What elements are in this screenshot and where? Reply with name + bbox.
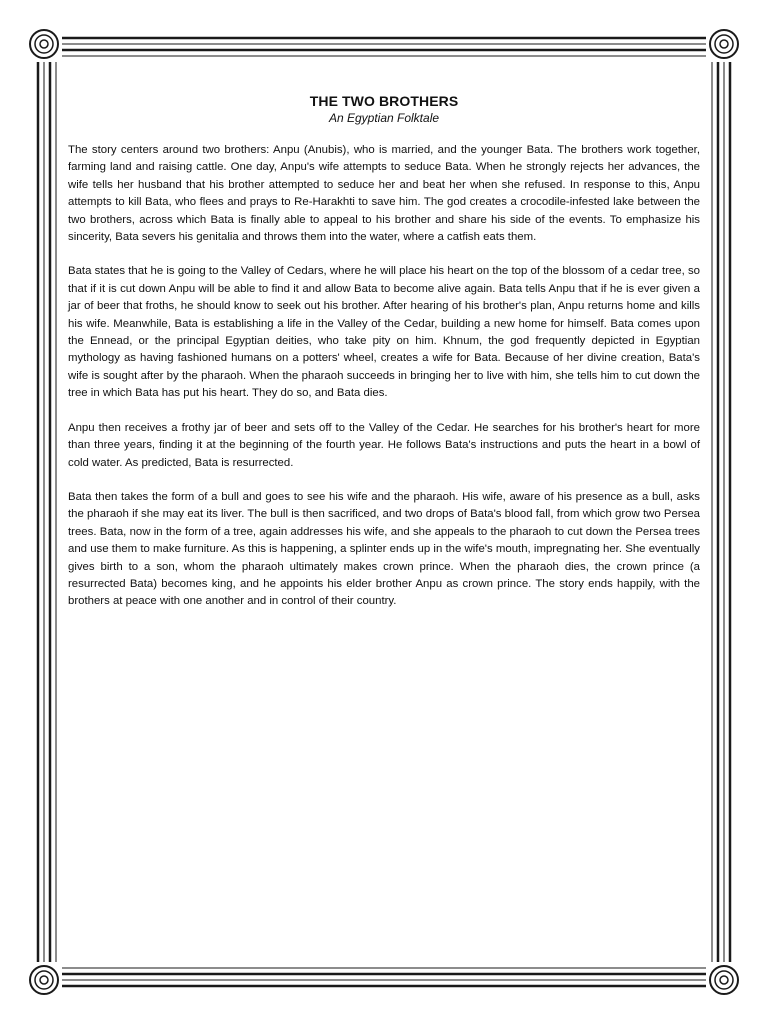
document-subtitle: An Egyptian Folktale: [328, 111, 440, 125]
corner-ornament-bottom-right: [710, 966, 738, 994]
corner-ornament-bottom-left: [30, 966, 58, 994]
paragraph-3: Anpu then receives a frothy jar of beer and sets off to the Valley of the Cedar. He searches for his brother's heart for more than three years, finding it at the beginning of the fourth year. He follows Bata's instructions and puts the heart in a bowl of cold water. As predicted, Bata is resurrected.: [68, 421, 700, 469]
corner-ornament-top-right: [710, 30, 738, 58]
corner-ornament-top-left: [30, 30, 58, 58]
document-body: [68, 93, 700, 628]
paragraph-2: Bata states that he is going to the Valley of Cedars, where he will place his heart on the top of the blossom of a cedar tree, so that if it is cut down Anpu will be able to find it and allow Bata to become alive again. Bata tells Anpu that if he is ever given a jar of beer that froths, he should know to seek out his brother. After hearing of his brother's plan, Anpu returns home and kills his wife. Meanwhile, Bata is establishing a life in the Valley of the Cedar, building a new home for himself. Bata comes upon the Ennead, or the principal Egyptian deities, who take pity on him. Khnum, the god frequently depicted in Egyptian mythology as having fashioned humans on a potters' wheel, creates a wife for Bata. Because of her divine creation, Bata's wife is sought after by the pharaoh. When the pharaoh succeeds in bringing her to live with him, she tells him to cut down the tree in which Bata has put his heart. They do so, and Bata dies.: [68, 265, 700, 400]
document-title: THE TWO BROTHERS: [309, 93, 459, 109]
paragraph-4: Bata then takes the form of a bull and goes to see his wife and the pharaoh. His wife, aware of his presence as a bull, asks the pharaoh if she may eat its liver. The bull is then sacrificed, and two drops of Bata's blood fall, from which grow two Persea trees. Bata, now in the form of a tree, again addresses his wife, and she appeals to the pharaoh to cut down the Persea trees and use them to make furniture. As this is happening, a splinter ends up in the wife's mouth, impregnating her. She eventually gives birth to a son, whom the pharaoh ultimately makes crown prince. When the pharaoh dies, the crown prince (a resurrected Bata) becomes king, and he appoints his elder brother Anpu as crown prince. The story ends happily, with the brothers at peace with one another and in control of their country.: [68, 490, 700, 608]
paragraph-1: The story centers around two brothers: Anpu (Anubis), who is married, and the younger Bata. The brothers work together, farming land and raising cattle. One day, Anpu's wife attempts to seduce Bata. When he strongly rejects her advances, the wife tells her husband that his brother attempted to seduce her and beat her when she refused. In response to this, Anpu attempts to kill Bata, who flees and prays to Re-Harakhti to save him. The god creates a crocodile-infested lake between the two brothers, across which Bata is finally able to appeal to his brother and share his side of the events. To emphasize his sincerity, Bata severs his genitalia and throws them into the water, where a catfish eats them.: [68, 144, 700, 244]
